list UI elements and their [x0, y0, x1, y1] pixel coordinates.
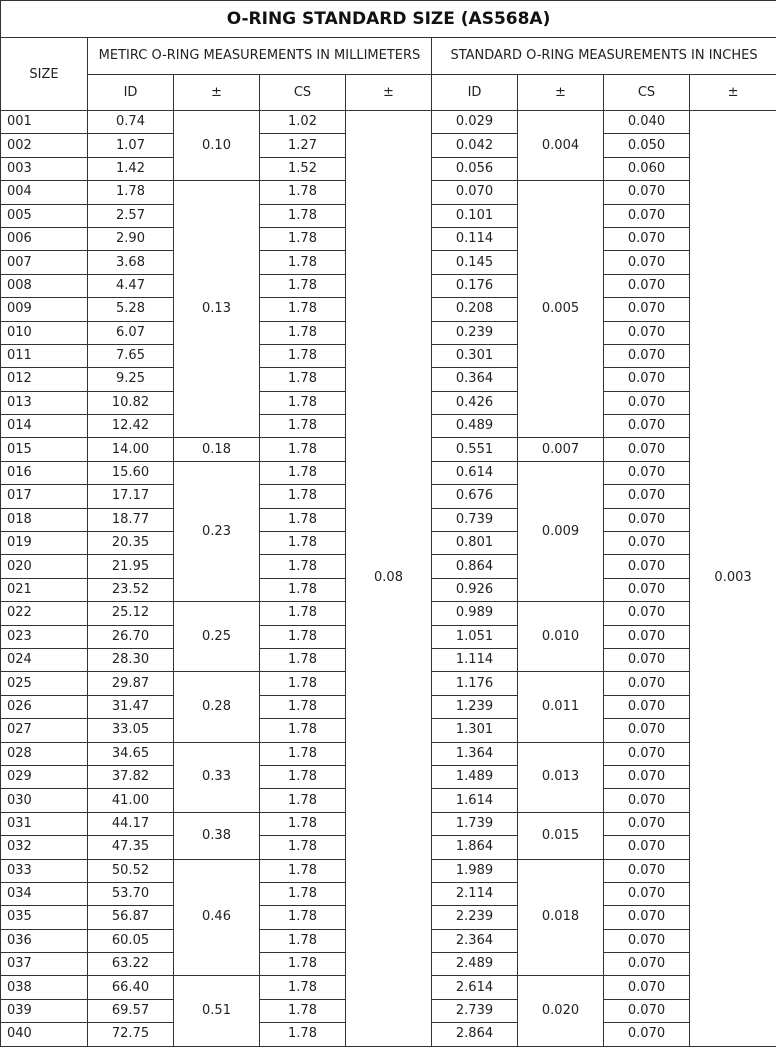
size-cell: 032	[1, 836, 88, 859]
size-cell: 022	[1, 602, 88, 625]
in-cs-cell: 0.070	[604, 999, 690, 1022]
in-id-cell: 0.614	[432, 461, 518, 484]
size-cell: 008	[1, 274, 88, 297]
in-cs-cell: 0.070	[604, 1023, 690, 1046]
in-cs-cell: 0.070	[604, 298, 690, 321]
in-id-tol-cell: 0.018	[518, 859, 604, 976]
size-cell: 034	[1, 882, 88, 905]
in-id-cell: 1.114	[432, 648, 518, 671]
mm-cs-cell: 1.78	[260, 321, 346, 344]
mm-id-cell: 18.77	[88, 508, 174, 531]
mm-cs-cell: 1.78	[260, 695, 346, 718]
mm-cs-cell: 1.78	[260, 789, 346, 812]
size-cell: 036	[1, 929, 88, 952]
in-id-cell: 0.114	[432, 227, 518, 250]
mm-id-tol-header: ±	[174, 75, 260, 111]
size-cell: 019	[1, 532, 88, 555]
in-id-cell: 1.739	[432, 812, 518, 835]
mm-id-cell: 2.57	[88, 204, 174, 227]
mm-cs-cell: 1.78	[260, 953, 346, 976]
in-id-cell: 1.239	[432, 695, 518, 718]
in-id-cell: 0.989	[432, 602, 518, 625]
size-cell: 033	[1, 859, 88, 882]
mm-cs-cell: 1.78	[260, 859, 346, 882]
mm-cs-cell: 1.78	[260, 836, 346, 859]
in-cs-cell: 0.050	[604, 134, 690, 157]
size-cell: 024	[1, 648, 88, 671]
mm-id-cell: 53.70	[88, 882, 174, 905]
in-id-cell: 2.739	[432, 999, 518, 1022]
mm-cs-cell: 1.78	[260, 368, 346, 391]
mm-cs-cell: 1.78	[260, 602, 346, 625]
in-cs-cell: 0.070	[604, 953, 690, 976]
mm-cs-cell: 1.78	[260, 906, 346, 929]
mm-cs-cell: 1.78	[260, 976, 346, 999]
mm-id-cell: 28.30	[88, 648, 174, 671]
mm-id-cell: 1.07	[88, 134, 174, 157]
in-id-cell: 1.614	[432, 789, 518, 812]
mm-cs-cell: 1.78	[260, 344, 346, 367]
size-cell: 006	[1, 227, 88, 250]
mm-id-cell: 56.87	[88, 906, 174, 929]
in-cs-cell: 0.070	[604, 204, 690, 227]
mm-id-cell: 5.28	[88, 298, 174, 321]
in-cs-cell: 0.060	[604, 157, 690, 180]
mm-id-tol-cell: 0.10	[174, 111, 260, 181]
in-id-cell: 0.426	[432, 391, 518, 414]
in-id-cell: 2.114	[432, 882, 518, 905]
mm-cs-cell: 1.78	[260, 742, 346, 765]
mm-id-cell: 31.47	[88, 695, 174, 718]
in-id-cell: 0.042	[432, 134, 518, 157]
mm-cs-cell: 1.78	[260, 508, 346, 531]
mm-id-cell: 21.95	[88, 555, 174, 578]
mm-cs-tol-header: ±	[346, 75, 432, 111]
in-id-tol-cell: 0.020	[518, 976, 604, 1046]
size-cell: 037	[1, 953, 88, 976]
mm-cs-cell: 1.78	[260, 251, 346, 274]
in-cs-cell: 0.070	[604, 555, 690, 578]
mm-cs-cell: 1.78	[260, 415, 346, 438]
mm-cs-cell: 1.78	[260, 765, 346, 788]
in-id-cell: 2.864	[432, 1023, 518, 1046]
in-cs-cell: 0.070	[604, 415, 690, 438]
in-id-cell: 0.070	[432, 181, 518, 204]
in-cs-cell: 0.070	[604, 602, 690, 625]
in-id-cell: 0.029	[432, 111, 518, 134]
table-row	[1, 111, 776, 134]
in-id-cell: 1.489	[432, 765, 518, 788]
size-cell: 015	[1, 438, 88, 461]
in-id-cell: 0.101	[432, 204, 518, 227]
mm-id-cell: 23.52	[88, 578, 174, 601]
in-cs-cell: 0.070	[604, 181, 690, 204]
in-id-cell: 2.239	[432, 906, 518, 929]
mm-cs-cell: 1.78	[260, 532, 346, 555]
mm-cs-cell: 1.78	[260, 298, 346, 321]
mm-id-cell: 1.42	[88, 157, 174, 180]
in-cs-cell: 0.070	[604, 882, 690, 905]
mm-id-cell: 50.52	[88, 859, 174, 882]
in-cs-cell: 0.070	[604, 648, 690, 671]
mm-id-cell: 47.35	[88, 836, 174, 859]
mm-id-cell: 29.87	[88, 672, 174, 695]
mm-cs-cell: 1.78	[260, 719, 346, 742]
mm-id-cell: 15.60	[88, 461, 174, 484]
in-id-cell: 1.364	[432, 742, 518, 765]
size-cell: 029	[1, 765, 88, 788]
in-id-cell: 0.489	[432, 415, 518, 438]
in-cs-cell: 0.070	[604, 321, 690, 344]
in-id-cell: 0.176	[432, 274, 518, 297]
mm-id-cell: 9.25	[88, 368, 174, 391]
in-id-cell: 0.145	[432, 251, 518, 274]
mm-id-tol-cell: 0.51	[174, 976, 260, 1046]
mm-cs-cell: 1.78	[260, 929, 346, 952]
size-cell: 007	[1, 251, 88, 274]
size-cell: 016	[1, 461, 88, 484]
mm-id-tol-cell: 0.18	[174, 438, 260, 461]
mm-id-tol-cell: 0.25	[174, 602, 260, 672]
in-cs-cell: 0.070	[604, 344, 690, 367]
inch-group-header: STANDARD O-RING MEASUREMENTS IN INCHES	[432, 38, 776, 75]
mm-id-cell: 66.40	[88, 976, 174, 999]
in-cs-cell: 0.070	[604, 251, 690, 274]
in-cs-cell: 0.070	[604, 976, 690, 999]
table-title: O-RING STANDARD SIZE (AS568A)	[1, 1, 776, 38]
in-cs-cell: 0.070	[604, 625, 690, 648]
size-cell: 020	[1, 555, 88, 578]
size-cell: 018	[1, 508, 88, 531]
size-header: SIZE	[1, 38, 88, 111]
in-id-cell: 0.864	[432, 555, 518, 578]
in-cs-cell: 0.070	[604, 461, 690, 484]
mm-id-tol-cell: 0.28	[174, 672, 260, 742]
mm-id-cell: 25.12	[88, 602, 174, 625]
in-id-tol-cell: 0.007	[518, 438, 604, 461]
size-cell: 005	[1, 204, 88, 227]
mm-id-cell: 41.00	[88, 789, 174, 812]
mm-id-cell: 1.78	[88, 181, 174, 204]
size-cell: 038	[1, 976, 88, 999]
mm-cs-cell: 1.78	[260, 812, 346, 835]
size-cell: 001	[1, 111, 88, 134]
size-cell: 031	[1, 812, 88, 835]
mm-cs-header: CS	[260, 75, 346, 111]
in-cs-tol-header: ±	[690, 75, 776, 111]
in-cs-cell: 0.070	[604, 765, 690, 788]
mm-id-cell: 69.57	[88, 999, 174, 1022]
in-cs-cell: 0.070	[604, 438, 690, 461]
metric-group-header: METIRC O-RING MEASUREMENTS IN MILLIMETERS	[88, 38, 432, 75]
mm-cs-cell: 1.52	[260, 157, 346, 180]
in-id-tol-cell: 0.015	[518, 812, 604, 859]
mm-id-cell: 60.05	[88, 929, 174, 952]
size-cell: 035	[1, 906, 88, 929]
mm-id-cell: 2.90	[88, 227, 174, 250]
mm-id-tol-cell: 0.23	[174, 461, 260, 601]
in-cs-tol-cell: 0.003	[690, 111, 776, 1047]
in-id-cell: 1.176	[432, 672, 518, 695]
in-id-tol-cell: 0.013	[518, 742, 604, 812]
in-id-cell: 0.364	[432, 368, 518, 391]
size-cell: 012	[1, 368, 88, 391]
mm-id-header: ID	[88, 75, 174, 111]
mm-cs-cell: 1.78	[260, 485, 346, 508]
in-id-cell: 0.551	[432, 438, 518, 461]
mm-cs-cell: 1.02	[260, 111, 346, 134]
in-cs-cell: 0.040	[604, 111, 690, 134]
in-id-tol-cell: 0.004	[518, 111, 604, 181]
mm-id-cell: 6.07	[88, 321, 174, 344]
mm-id-cell: 26.70	[88, 625, 174, 648]
in-cs-cell: 0.070	[604, 368, 690, 391]
mm-cs-cell: 1.78	[260, 181, 346, 204]
mm-cs-cell: 1.78	[260, 625, 346, 648]
size-cell: 004	[1, 181, 88, 204]
in-id-cell: 1.864	[432, 836, 518, 859]
in-id-cell: 0.676	[432, 485, 518, 508]
mm-id-cell: 63.22	[88, 953, 174, 976]
size-cell: 013	[1, 391, 88, 414]
in-cs-cell: 0.070	[604, 672, 690, 695]
size-cell: 003	[1, 157, 88, 180]
in-cs-header: CS	[604, 75, 690, 111]
mm-cs-cell: 1.78	[260, 438, 346, 461]
in-cs-cell: 0.070	[604, 532, 690, 555]
mm-id-cell: 14.00	[88, 438, 174, 461]
mm-id-cell: 33.05	[88, 719, 174, 742]
size-cell: 002	[1, 134, 88, 157]
in-id-cell: 2.489	[432, 953, 518, 976]
in-id-cell: 1.989	[432, 859, 518, 882]
size-cell: 021	[1, 578, 88, 601]
size-cell: 009	[1, 298, 88, 321]
mm-id-cell: 4.47	[88, 274, 174, 297]
mm-id-tol-cell: 0.46	[174, 859, 260, 976]
mm-cs-cell: 1.78	[260, 578, 346, 601]
size-cell: 023	[1, 625, 88, 648]
in-id-tol-cell: 0.009	[518, 461, 604, 601]
in-id-cell: 0.801	[432, 532, 518, 555]
mm-cs-cell: 1.78	[260, 999, 346, 1022]
in-cs-cell: 0.070	[604, 859, 690, 882]
in-id-tol-cell: 0.010	[518, 602, 604, 672]
in-id-cell: 0.056	[432, 157, 518, 180]
mm-id-cell: 17.17	[88, 485, 174, 508]
size-cell: 014	[1, 415, 88, 438]
mm-id-tol-cell: 0.38	[174, 812, 260, 859]
size-cell: 030	[1, 789, 88, 812]
size-cell: 026	[1, 695, 88, 718]
in-cs-cell: 0.070	[604, 508, 690, 531]
in-id-cell: 1.301	[432, 719, 518, 742]
in-cs-cell: 0.070	[604, 789, 690, 812]
mm-id-tol-cell: 0.13	[174, 181, 260, 438]
mm-id-cell: 0.74	[88, 111, 174, 134]
mm-cs-cell: 1.78	[260, 227, 346, 250]
table-body	[1, 111, 776, 1047]
in-id-cell: 1.051	[432, 625, 518, 648]
mm-id-cell: 7.65	[88, 344, 174, 367]
size-cell: 027	[1, 719, 88, 742]
mm-cs-cell: 1.78	[260, 204, 346, 227]
in-id-header: ID	[432, 75, 518, 111]
mm-id-cell: 34.65	[88, 742, 174, 765]
in-id-tol-cell: 0.011	[518, 672, 604, 742]
in-id-tol-header: ±	[518, 75, 604, 111]
mm-id-cell: 3.68	[88, 251, 174, 274]
in-cs-cell: 0.070	[604, 695, 690, 718]
mm-cs-cell: 1.78	[260, 461, 346, 484]
mm-id-cell: 12.42	[88, 415, 174, 438]
in-cs-cell: 0.070	[604, 485, 690, 508]
mm-id-cell: 37.82	[88, 765, 174, 788]
in-cs-cell: 0.070	[604, 742, 690, 765]
mm-id-cell: 44.17	[88, 812, 174, 835]
size-cell: 028	[1, 742, 88, 765]
in-cs-cell: 0.070	[604, 274, 690, 297]
mm-cs-cell: 1.78	[260, 882, 346, 905]
size-cell: 017	[1, 485, 88, 508]
mm-id-cell: 72.75	[88, 1023, 174, 1046]
in-id-tol-cell: 0.005	[518, 181, 604, 438]
in-id-cell: 0.739	[432, 508, 518, 531]
size-cell: 040	[1, 1023, 88, 1046]
mm-cs-tol-cell: 0.08	[346, 111, 432, 1047]
in-id-cell: 2.364	[432, 929, 518, 952]
mm-id-tol-cell: 0.33	[174, 742, 260, 812]
in-cs-cell: 0.070	[604, 578, 690, 601]
size-cell: 039	[1, 999, 88, 1022]
in-cs-cell: 0.070	[604, 812, 690, 835]
in-cs-cell: 0.070	[604, 391, 690, 414]
in-id-cell: 0.301	[432, 344, 518, 367]
mm-cs-cell: 1.78	[260, 391, 346, 414]
in-id-cell: 0.208	[432, 298, 518, 321]
in-cs-cell: 0.070	[604, 929, 690, 952]
mm-id-cell: 10.82	[88, 391, 174, 414]
in-cs-cell: 0.070	[604, 227, 690, 250]
in-cs-cell: 0.070	[604, 836, 690, 859]
mm-cs-cell: 1.78	[260, 648, 346, 671]
mm-cs-cell: 1.27	[260, 134, 346, 157]
in-cs-cell: 0.070	[604, 906, 690, 929]
mm-cs-cell: 1.78	[260, 274, 346, 297]
in-id-cell: 0.239	[432, 321, 518, 344]
size-cell: 010	[1, 321, 88, 344]
in-cs-cell: 0.070	[604, 719, 690, 742]
mm-cs-cell: 1.78	[260, 555, 346, 578]
mm-cs-cell: 1.78	[260, 672, 346, 695]
mm-cs-cell: 1.78	[260, 1023, 346, 1046]
mm-id-cell: 20.35	[88, 532, 174, 555]
in-id-cell: 0.926	[432, 578, 518, 601]
size-cell: 025	[1, 672, 88, 695]
size-cell: 011	[1, 344, 88, 367]
in-id-cell: 2.614	[432, 976, 518, 999]
